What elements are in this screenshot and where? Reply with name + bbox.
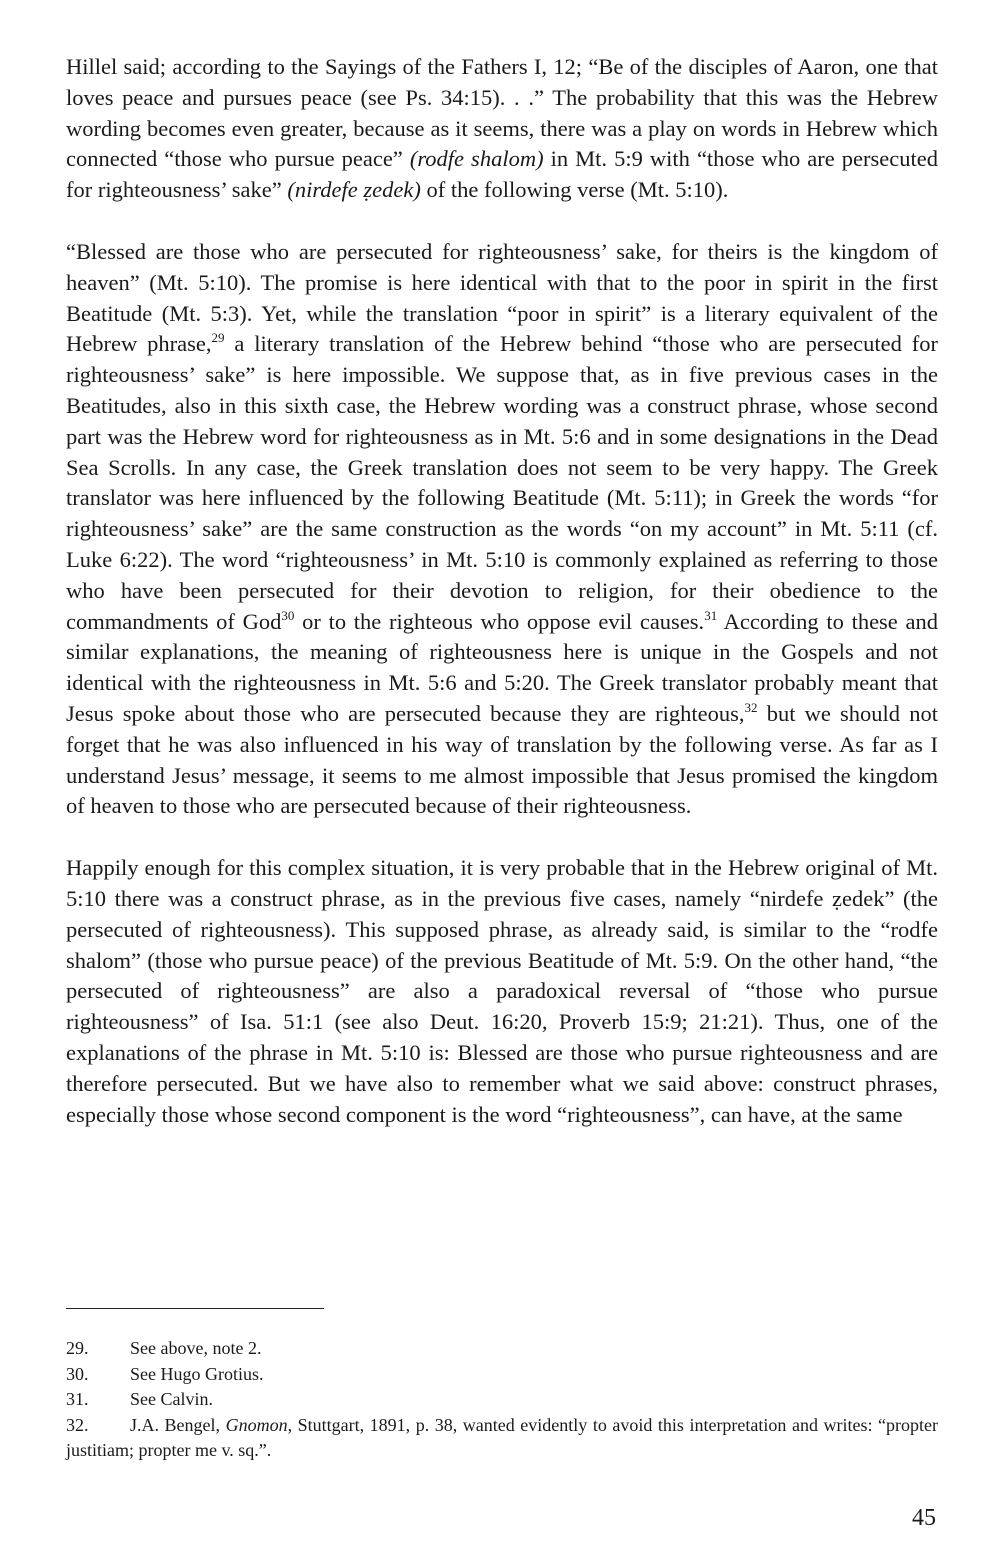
- footnote-number: 30.: [66, 1363, 89, 1384]
- footnote: [66, 1387, 938, 1413]
- text-run: , Stuttgart, 1891, p. 38, wanted evidently to avoid this interpretation and writes: “propter justitiam; propter me v. sq.”.: [66, 1414, 938, 1460]
- footnote-divider: [66, 1308, 324, 1309]
- page-number: 45: [912, 1505, 936, 1531]
- paragraph: [66, 52, 938, 206]
- text-run: See above, note 2.: [130, 1338, 262, 1358]
- footnote: [66, 1413, 938, 1464]
- footnote-text: [130, 1362, 938, 1388]
- footnote-text: [130, 1336, 938, 1362]
- paragraph: [66, 237, 938, 822]
- paragraph: [66, 853, 938, 1130]
- footnote-marker: 31: [704, 607, 718, 623]
- footnote-number: 31.: [66, 1389, 89, 1409]
- text-run: Hillel said; according to the Sayings of the Fathers I, 12; “Be of the disciples of Aaron, one that loves peace and pursues peace (see Ps. 34:15). . .” The probability that this was the Hebrew wording becomes even greater, because as it seems, there was a play on words in Hebrew which connected “those who pursue peace”: [66, 54, 938, 172]
- italic-phrase: (nirdefe ẓedek): [287, 177, 421, 203]
- footnote: [66, 1362, 938, 1388]
- text-run: Happily enough for this complex situation, it is very probable that in the Hebrew original of Mt. 5:10 there was a construct phrase, as in the previous five cases, namely “nirdefe ẓedek” (the persecuted of righteousness). This supposed phrase, as already said, is similar to the “rodfe shalom” (those who pursue peace) of the previous Beatitude of Mt. 5:9. On the other hand, “the persecuted of righteousness” are also a paradoxical reversal of “those who pursue righteousness” of Isa. 51:1 (see also Deut. 16:20, Proverb 15:9; 21:21). Thus, one of the explanations of the phrase in Mt. 5:10 is: Blessed are those who pursue righteousness and are therefore persecuted. But we have also to remember what we said above: construct phrases, especially those whose second component is the word “righteousness”, can have, at the same: [66, 855, 938, 1127]
- footnote-text: [130, 1387, 938, 1413]
- body-text: [66, 52, 938, 1130]
- italic-phrase: Gnomon: [225, 1414, 288, 1435]
- italic-phrase: (rodfe shalom): [409, 146, 544, 172]
- footnote-marker: 29: [211, 330, 225, 346]
- footnote: [66, 1336, 938, 1362]
- text-run: According to these and similar explanations, the meaning of righteousness here is unique in the Gospels and not identical with the righteousness in Mt. 5:6 and 5:20. The Greek translator probably meant that Jesus spoke about those who are persecuted because they are righteous,: [66, 608, 938, 726]
- footnote-marker: 30: [281, 607, 295, 623]
- footnote-text: [66, 1415, 938, 1461]
- text-run: or to the righteous who oppose evil causes.: [294, 608, 705, 634]
- text-run: of the following verse (Mt. 5:10).: [420, 177, 729, 203]
- text-run: a literary translation of the Hebrew behind “those who are persecuted for righteousness’ sake” is here impossible. We suppose that, as in five previous cases in the Beatitudes, also in this sixth case, the Hebrew wording was a construct phrase, whose second part was the Hebrew word for righteousness as in Mt. 5:6 and in some designations in the Dead Sea Scrolls. In any case, the Greek translation does not seem to be very happy. The Greek translator was here influenced by the following Beatitude (Mt. 5:11); in Greek the words “for righteousness’ sake” are the same construction as the words “on my account” in Mt. 5:11 (cf. Luke 6:22). The word “righteousness’ in Mt. 5:10 is commonly explained as referring to those who have been persecuted for their devotion to religion, for their obedience to the commandments of God: [66, 331, 939, 634]
- footnote-number: 32.: [66, 1414, 89, 1435]
- footnote-number: 29.: [66, 1338, 89, 1358]
- text-run: in Mt. 5:9 with “those who are persecuted for righteousness’ sake”: [66, 146, 938, 203]
- footnote-marker: 32: [744, 699, 758, 715]
- text-run: “Blessed are those who are persecuted for righteousness’ sake, for theirs is the kingdom of heaven” (Mt. 5:10). The promise is here identical with that to the poor in spirit in the first Beatitude (Mt. 5:3). Yet, while the translation “poor in spirit” is a literary equivalent of the Hebrew phrase,: [66, 238, 938, 357]
- text-run: See Hugo Grotius.: [130, 1363, 264, 1384]
- text-run: See Calvin.: [130, 1389, 213, 1409]
- text-run: but we should not forget that he was also influenced in his way of translation by the following verse. As far as I understand Jesus’ message, it seems to me almost impossible that Jesus promised the kingdom of heaven to those who are persecuted because of their righteousness.: [66, 700, 938, 819]
- text-run: J.A. Bengel,: [130, 1414, 226, 1435]
- footnotes: [66, 1336, 938, 1464]
